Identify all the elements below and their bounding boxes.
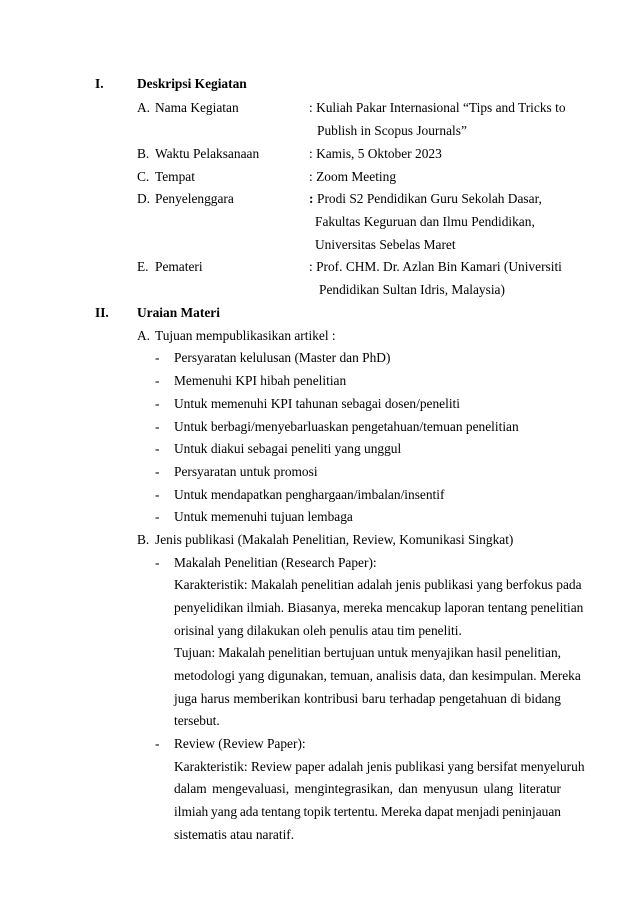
list-item-dash: - <box>155 441 160 456</box>
section-2-title: Uraian Materi <box>137 305 220 320</box>
subsection-a-letter: A. <box>137 328 151 343</box>
list-item: Untuk diakui sebagai peneliti yang unggul <box>174 441 402 456</box>
row-b-label: Waktu Pelaksanaan <box>155 146 260 161</box>
list-item: Memenuhi KPI hibah penelitian <box>174 373 347 388</box>
research-paper-line: tersebut. <box>174 713 220 728</box>
list-item-dash: - <box>155 350 160 365</box>
row-d-letter: D. <box>137 191 151 206</box>
row-e-value-line-1: : Prof. CHM. Dr. Azlan Bin Kamari (Universiti <box>309 259 562 274</box>
list-item-dash: - <box>155 373 160 388</box>
research-paper-title: Makalah Penelitian (Research Paper): <box>174 555 377 570</box>
research-paper-line: orisinal yang dilakukan oleh penulis atau tim peneliti. <box>174 623 462 638</box>
research-paper-line: metodologi yang digunakan, temuan, analisis data, dan kesimpulan. Mereka <box>174 668 581 683</box>
list-item: Persyaratan kelulusan (Master dan PhD) <box>174 350 391 365</box>
research-paper-line: Karakteristik: Makalah penelitian adalah jenis publikasi yang berfokus pada <box>174 577 582 592</box>
list-item: Persyaratan untuk promosi <box>174 464 318 479</box>
row-a-letter: A. <box>137 100 151 115</box>
row-d-label: Penyelenggara <box>155 191 234 206</box>
list-item: Untuk mendapatkan penghargaan/imbalan/insentif <box>174 487 445 502</box>
list-item-dash: - <box>155 509 160 524</box>
row-a-label: Nama Kegiatan <box>155 100 239 115</box>
section-2-number: II. <box>95 305 109 320</box>
row-a-value-line-1: : Kuliah Pakar Internasional “Tips and Tricks to <box>309 100 566 115</box>
row-d-value-line-2: Fakultas Keguruan dan Ilmu Pendidikan, <box>315 214 535 229</box>
list-item: Untuk memenuhi KPI tahunan sebagai dosen/peneliti <box>174 396 460 411</box>
section-1-title: Deskripsi Kegiatan <box>137 76 247 91</box>
row-b-letter: B. <box>137 146 150 161</box>
row-d-value-colon: : <box>309 191 314 206</box>
research-paper-line: Tujuan: Makalah penelitian bertujuan untuk menyajikan hasil penelitian, <box>174 645 561 660</box>
subsection-a-title: Tujuan mempublikasikan artikel : <box>155 328 336 343</box>
list-item-dash: - <box>155 736 160 751</box>
row-d-value-line-1: Prodi S2 Pendidikan Guru Sekolah Dasar, <box>317 191 542 206</box>
row-b-value: : Kamis, 5 Oktober 2023 <box>309 146 442 161</box>
list-item: Untuk berbagi/menyebarluaskan pengetahuan/temuan penelitian <box>174 419 519 434</box>
row-c-value: : Zoom Meeting <box>309 169 397 184</box>
review-paper-line: ilmiah yang ada tentang topik tertentu. Mereka dapat menjadi peninjauan <box>174 804 561 819</box>
row-e-value-line-2: Pendidikan Sultan Idris, Malaysia) <box>319 282 505 297</box>
row-e-letter: E. <box>137 259 149 274</box>
list-item-dash: - <box>155 555 160 570</box>
row-a-value-line-2: Publish in Scopus Journals” <box>317 123 467 138</box>
review-paper-title: Review (Review Paper): <box>174 736 306 751</box>
review-paper-line: Karakteristik: Review paper adalah jenis publikasi yang bersifat menyeluruh <box>174 759 585 774</box>
research-paper-line: juga harus memberikan kontribusi baru terhadap pengetahuan di bidang <box>174 691 561 706</box>
subsection-b-letter: B. <box>137 532 150 547</box>
section-1-number: I. <box>95 76 104 91</box>
review-paper-line: sistematis atau naratif. <box>174 827 295 842</box>
subsection-b-title: Jenis publikasi (Makalah Penelitian, Review, Komunikasi Singkat) <box>155 532 514 547</box>
review-paper-line: dalam mengevaluasi, mengintegrasikan, dan menyusun ulang literatur <box>174 781 561 796</box>
list-item-dash: - <box>155 419 160 434</box>
list-item-dash: - <box>155 464 160 479</box>
list-item-dash: - <box>155 487 160 502</box>
list-item: Untuk memenuhi tujuan lembaga <box>174 509 353 524</box>
row-d-value-line-3: Universitas Sebelas Maret <box>315 237 456 252</box>
research-paper-line: penyelidikan ilmiah. Biasanya, mereka mencakup laporan tentang penelitian <box>174 600 584 615</box>
row-c-label: Tempat <box>155 169 195 184</box>
row-c-letter: C. <box>137 169 150 184</box>
list-item-dash: - <box>155 396 160 411</box>
row-e-label: Pemateri <box>155 259 203 274</box>
